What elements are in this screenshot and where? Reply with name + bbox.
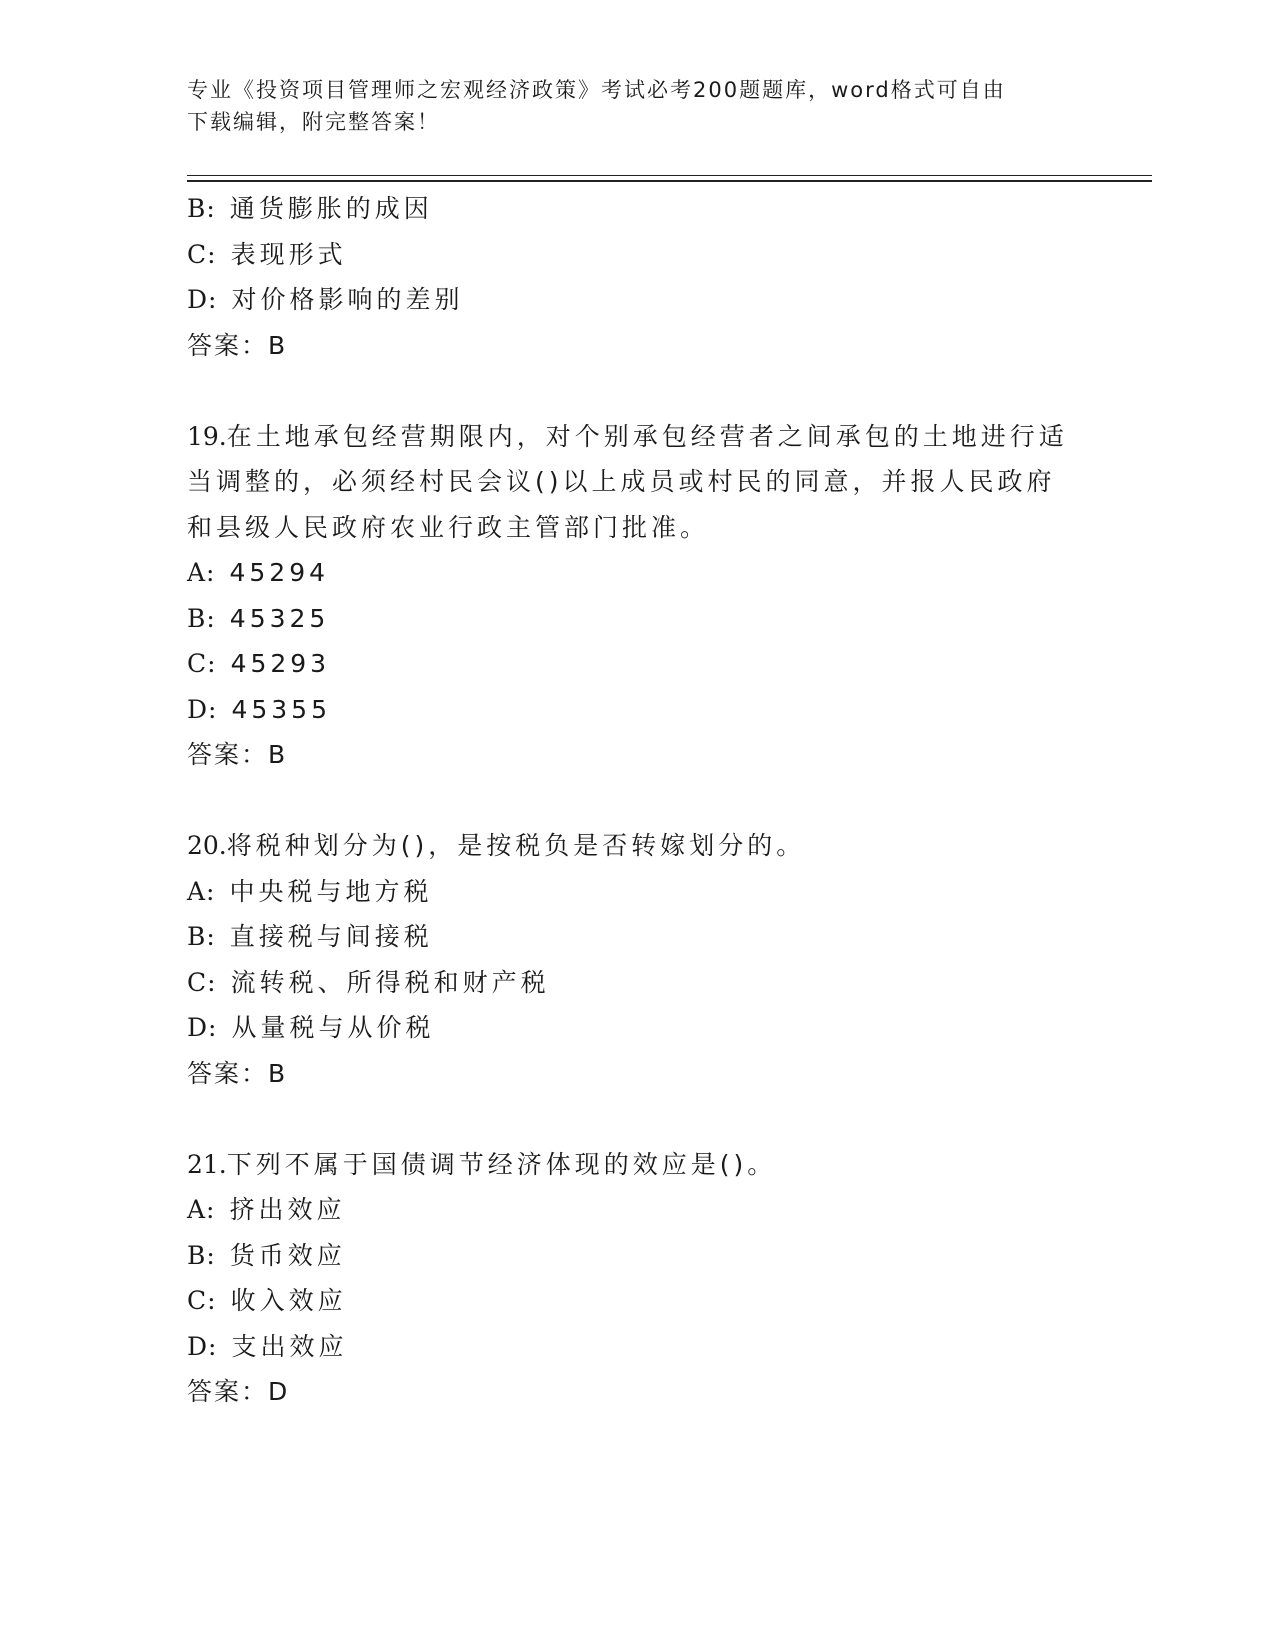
option-b: B: 货币效应 <box>187 1240 346 1270</box>
option-a: A: 挤出效应 <box>187 1195 346 1224</box>
option-d: D: 对价格影响的差别 <box>187 285 464 314</box>
question-text-line: 20.将税种划分为()，是按税负是否转嫁划分的。 <box>187 831 806 860</box>
answer-line: 答案：B <box>187 330 286 360</box>
question-text-line: 21.下列不属于国债调节经济体现的效应是()。 <box>187 1149 777 1179</box>
option-d: D: 支出效应 <box>187 1331 348 1361</box>
option-b: B: 通货膨胀的成因 <box>187 194 433 223</box>
header-rule-thin <box>187 175 1152 176</box>
option-d: D: 45355 <box>187 694 331 724</box>
question-text-line: 和县级人民政府农业行政主管部门批准。 <box>187 512 710 542</box>
option-c: C: 表现形式 <box>187 239 347 269</box>
header-line-2: 下载编辑，附完整答案！ <box>187 110 440 134</box>
document-header <box>187 74 1087 138</box>
option-a: A: 45294 <box>187 558 330 587</box>
question-text-line: 19.在土地承包经营期限内，对个别承包经营者之间承包的土地进行适 <box>187 421 1068 451</box>
question-block-21 <box>187 1142 1087 1415</box>
option-c: C: 收入效应 <box>187 1286 347 1315</box>
option-d: D: 从量税与从价税 <box>187 1013 435 1042</box>
option-b: B: 45325 <box>187 603 330 633</box>
answer-line: 答案：B <box>187 1058 286 1088</box>
question-block-19 <box>187 414 1087 778</box>
header-line-1: 专业《投资项目管理师之宏观经济政策》考试必考200题题库，word格式可自由 <box>187 78 1006 102</box>
question-text-line: 当调整的，必须经村民会议()以上成员或村民的同意，并报人民政府 <box>187 467 1056 496</box>
option-c: C: 45293 <box>187 649 331 678</box>
option-b: B: 直接税与间接税 <box>187 922 433 951</box>
question-block-20 <box>187 823 1087 1096</box>
question-block-18 <box>187 186 1087 368</box>
answer-line: 答案：B <box>187 740 286 769</box>
question-list <box>187 186 1087 1415</box>
option-a: A: 中央税与地方税 <box>187 876 433 906</box>
answer-line: 答案：D <box>187 1377 288 1406</box>
option-c: C: 流转税、所得税和财产税 <box>187 967 550 997</box>
header-rule-thick <box>187 180 1152 182</box>
